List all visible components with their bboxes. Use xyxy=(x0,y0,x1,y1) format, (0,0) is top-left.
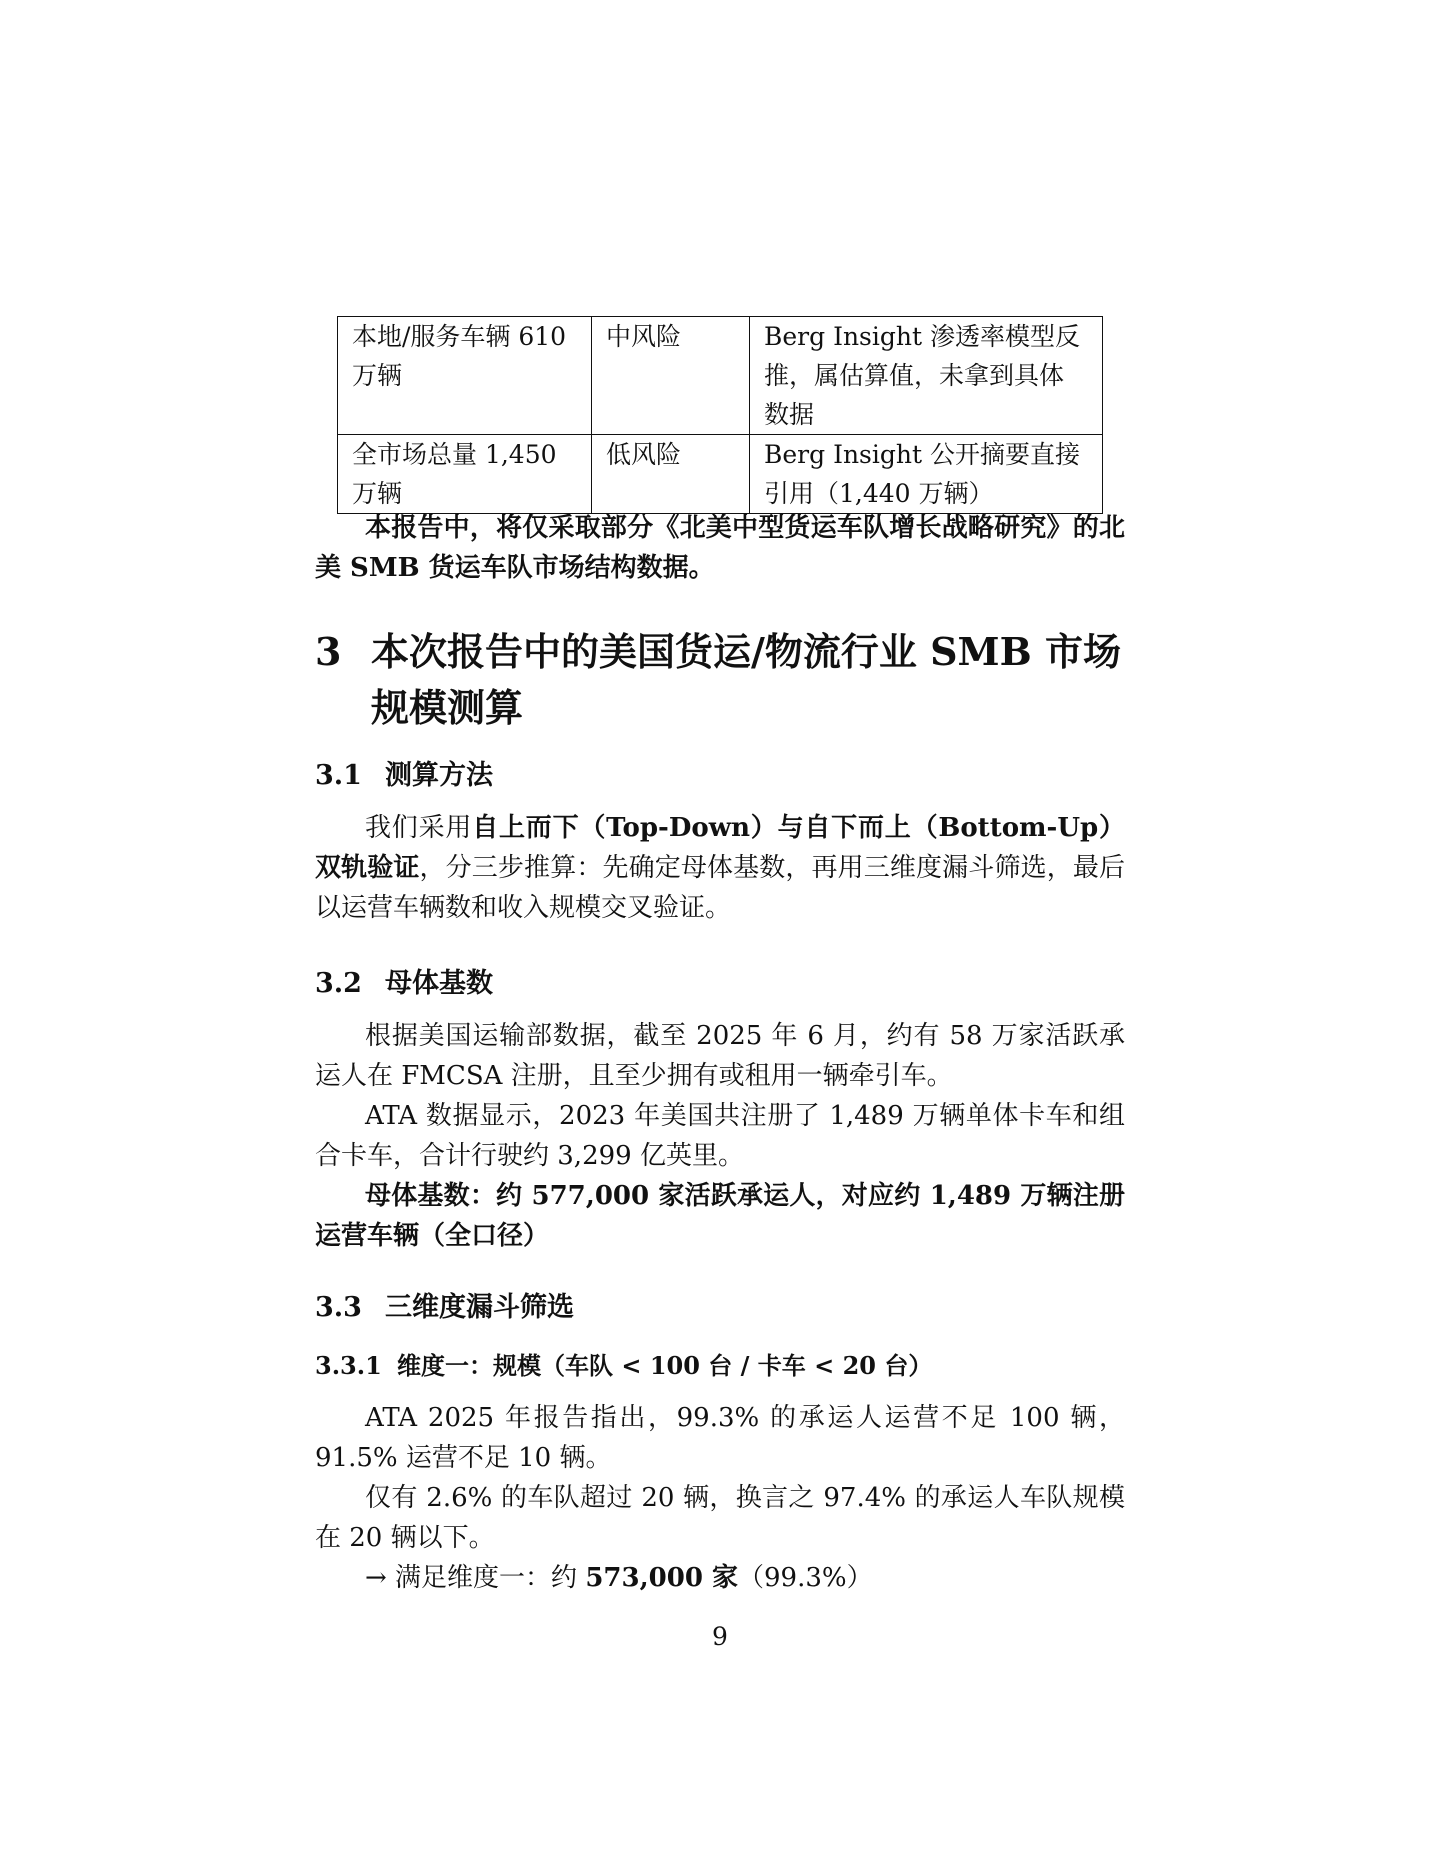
subsection-title: 三维度漏斗筛选 xyxy=(385,1292,574,1323)
subsection-number: 3.1 xyxy=(315,760,362,791)
base-paragraph-1: 根据美国运输部数据，截至 2025 年 6 月，约有 58 万家活跃承运人在 FMCSA 注册，且至少拥有或租用一辆牵引车。 xyxy=(315,1021,1125,1091)
method-suffix: ，分三步推算：先确定母体基数，再用三维度漏斗筛选，最后以运营车辆数和收入规模交叉验证。 xyxy=(315,853,1125,923)
section-3-3-heading xyxy=(315,1288,574,1328)
section-3-1-body xyxy=(315,808,1125,928)
subsection-title: 母体基数 xyxy=(385,968,493,999)
table-cell-risk: 低风险 xyxy=(592,435,750,514)
scale-paragraph-2: 仅有 2.6% 的车队超过 20 辆，换言之 97.4% 的承运人车队规模在 20 辆以下。 xyxy=(315,1483,1125,1553)
method-paragraph xyxy=(315,808,1125,928)
table-cell-risk: 中风险 xyxy=(592,317,750,435)
section-number: 3 xyxy=(315,629,342,674)
scale-result-prefix: → 满足维度一：约 xyxy=(365,1563,586,1593)
section-3-heading xyxy=(315,624,1130,736)
subsubsection-number: 3.3.1 xyxy=(315,1351,382,1380)
table-cell-source: Berg Insight 渗透率模型反推，属估算值，未拿到具体数据 xyxy=(750,317,1103,435)
base-paragraph-2: ATA 数据显示，2023 年美国共注册了 1,489 万辆单体卡车和组合卡车，合计行驶约 3,299 亿英里。 xyxy=(315,1101,1125,1171)
scale-paragraph-1: ATA 2025 年报告指出，99.3% 的承运人运营不足 100 辆，91.5% 运营不足 10 辆。 xyxy=(315,1403,1125,1473)
intro-note-block xyxy=(315,508,1125,588)
section-3-2-heading xyxy=(315,964,493,1004)
section-3-2-body xyxy=(315,1016,1125,1256)
table-row xyxy=(338,317,1103,435)
method-bold: 自上而下（Top-Down）与自下而上（Bottom-Up）双轨验证 xyxy=(315,813,1125,883)
scale-result-suffix: （99.3%） xyxy=(737,1563,873,1593)
subsection-number: 3.2 xyxy=(315,968,362,999)
section-3-1-heading xyxy=(315,756,493,796)
scale-result xyxy=(315,1558,1125,1598)
section-3-3-1-heading xyxy=(315,1348,932,1384)
subsubsection-title: 维度一：规模（车队 < 100 台 / 卡车 < 20 台） xyxy=(397,1351,933,1380)
table-cell-item: 本地/服务车辆 610 万辆 xyxy=(338,317,592,435)
table-cell-source: Berg Insight 公开摘要直接引用（1,440 万辆） xyxy=(750,435,1103,514)
intro-note: 本报告中，将仅采取部分《北美中型货运车队增长战略研究》的北美 SMB 货运车队市场结构数据。 xyxy=(315,513,1125,583)
method-prefix: 我们采用 xyxy=(365,813,473,843)
page-number: 9 xyxy=(712,1622,728,1651)
subsection-number: 3.3 xyxy=(315,1292,362,1323)
section-title: 本次报告中的美国货运/物流行业 SMB 市场规模测算 xyxy=(371,629,1121,730)
subsection-title: 测算方法 xyxy=(385,760,493,791)
scale-result-bold: 573,000 家 xyxy=(585,1563,738,1593)
section-3-3-1-body xyxy=(315,1398,1125,1598)
base-summary: 母体基数：约 577,000 家活跃承运人，对应约 1,489 万辆注册运营车辆（全口径） xyxy=(315,1181,1125,1251)
risk-table xyxy=(337,316,1103,514)
table-cell-item: 全市场总量 1,450 万辆 xyxy=(338,435,592,514)
table-row xyxy=(338,435,1103,514)
